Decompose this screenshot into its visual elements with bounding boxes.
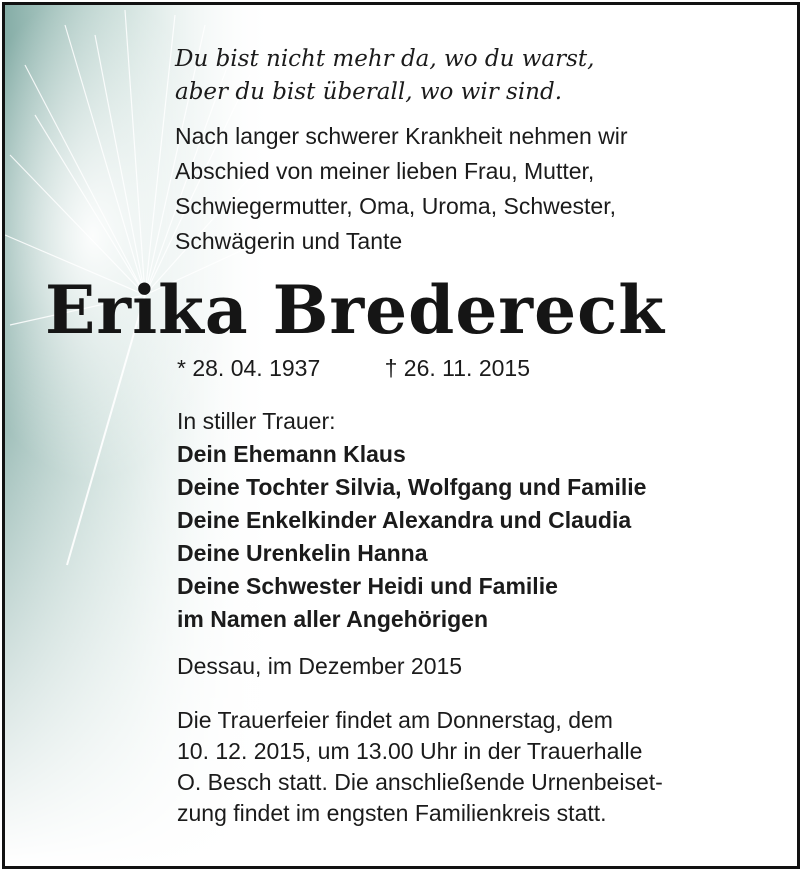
ceremony-notice	[177, 705, 777, 829]
obituary-frame	[2, 2, 800, 869]
mourner-line: Deine Enkelkinder Alexandra und Claudia	[177, 507, 632, 533]
text-column	[175, 43, 775, 259]
ceremony-line: Die Trauerfeier findet am Donnerstag, dem	[177, 707, 613, 733]
birth-date: * 28. 04. 1937	[177, 355, 321, 381]
deceased-name: Erika Bredereck	[45, 271, 665, 349]
mourner-line: Deine Tochter Silvia, Wolfgang und Familie	[177, 474, 647, 500]
mourner-line: im Namen aller Angehörigen	[177, 606, 488, 632]
ceremony-line: O. Besch statt. Die anschließende Urnenbeiset-	[177, 769, 663, 795]
life-dates	[177, 355, 530, 382]
mourners-heading: In stiller Trauer:	[177, 408, 336, 434]
quote-line: aber du bist überall, wo wir sind.	[175, 79, 563, 105]
ceremony-line: zung findet im engsten Familienkreis statt.	[177, 800, 607, 826]
ceremony-line: 10. 12. 2015, um 13.00 Uhr in der Trauerhalle	[177, 738, 643, 764]
intro-text	[175, 119, 775, 259]
mourner-line: Deine Urenkelin Hanna	[177, 540, 428, 566]
intro-line: Schwägerin und Tante	[175, 228, 403, 254]
mourner-line: Dein Ehemann Klaus	[177, 441, 406, 467]
place-and-date: Dessau, im Dezember 2015	[177, 653, 463, 679]
quote-line: Du bist nicht mehr da, wo du warst,	[175, 46, 595, 72]
memorial-quote	[175, 43, 775, 109]
intro-line: Nach langer schwerer Krankheit nehmen wir	[175, 123, 628, 149]
mourners-list	[177, 405, 777, 636]
intro-line: Schwiegermutter, Oma, Uroma, Schwester,	[175, 193, 616, 219]
death-date: † 26. 11. 2015	[384, 355, 530, 381]
mourner-line: Deine Schwester Heidi und Familie	[177, 573, 558, 599]
intro-line: Abschied von meiner lieben Frau, Mutter,	[175, 158, 595, 184]
